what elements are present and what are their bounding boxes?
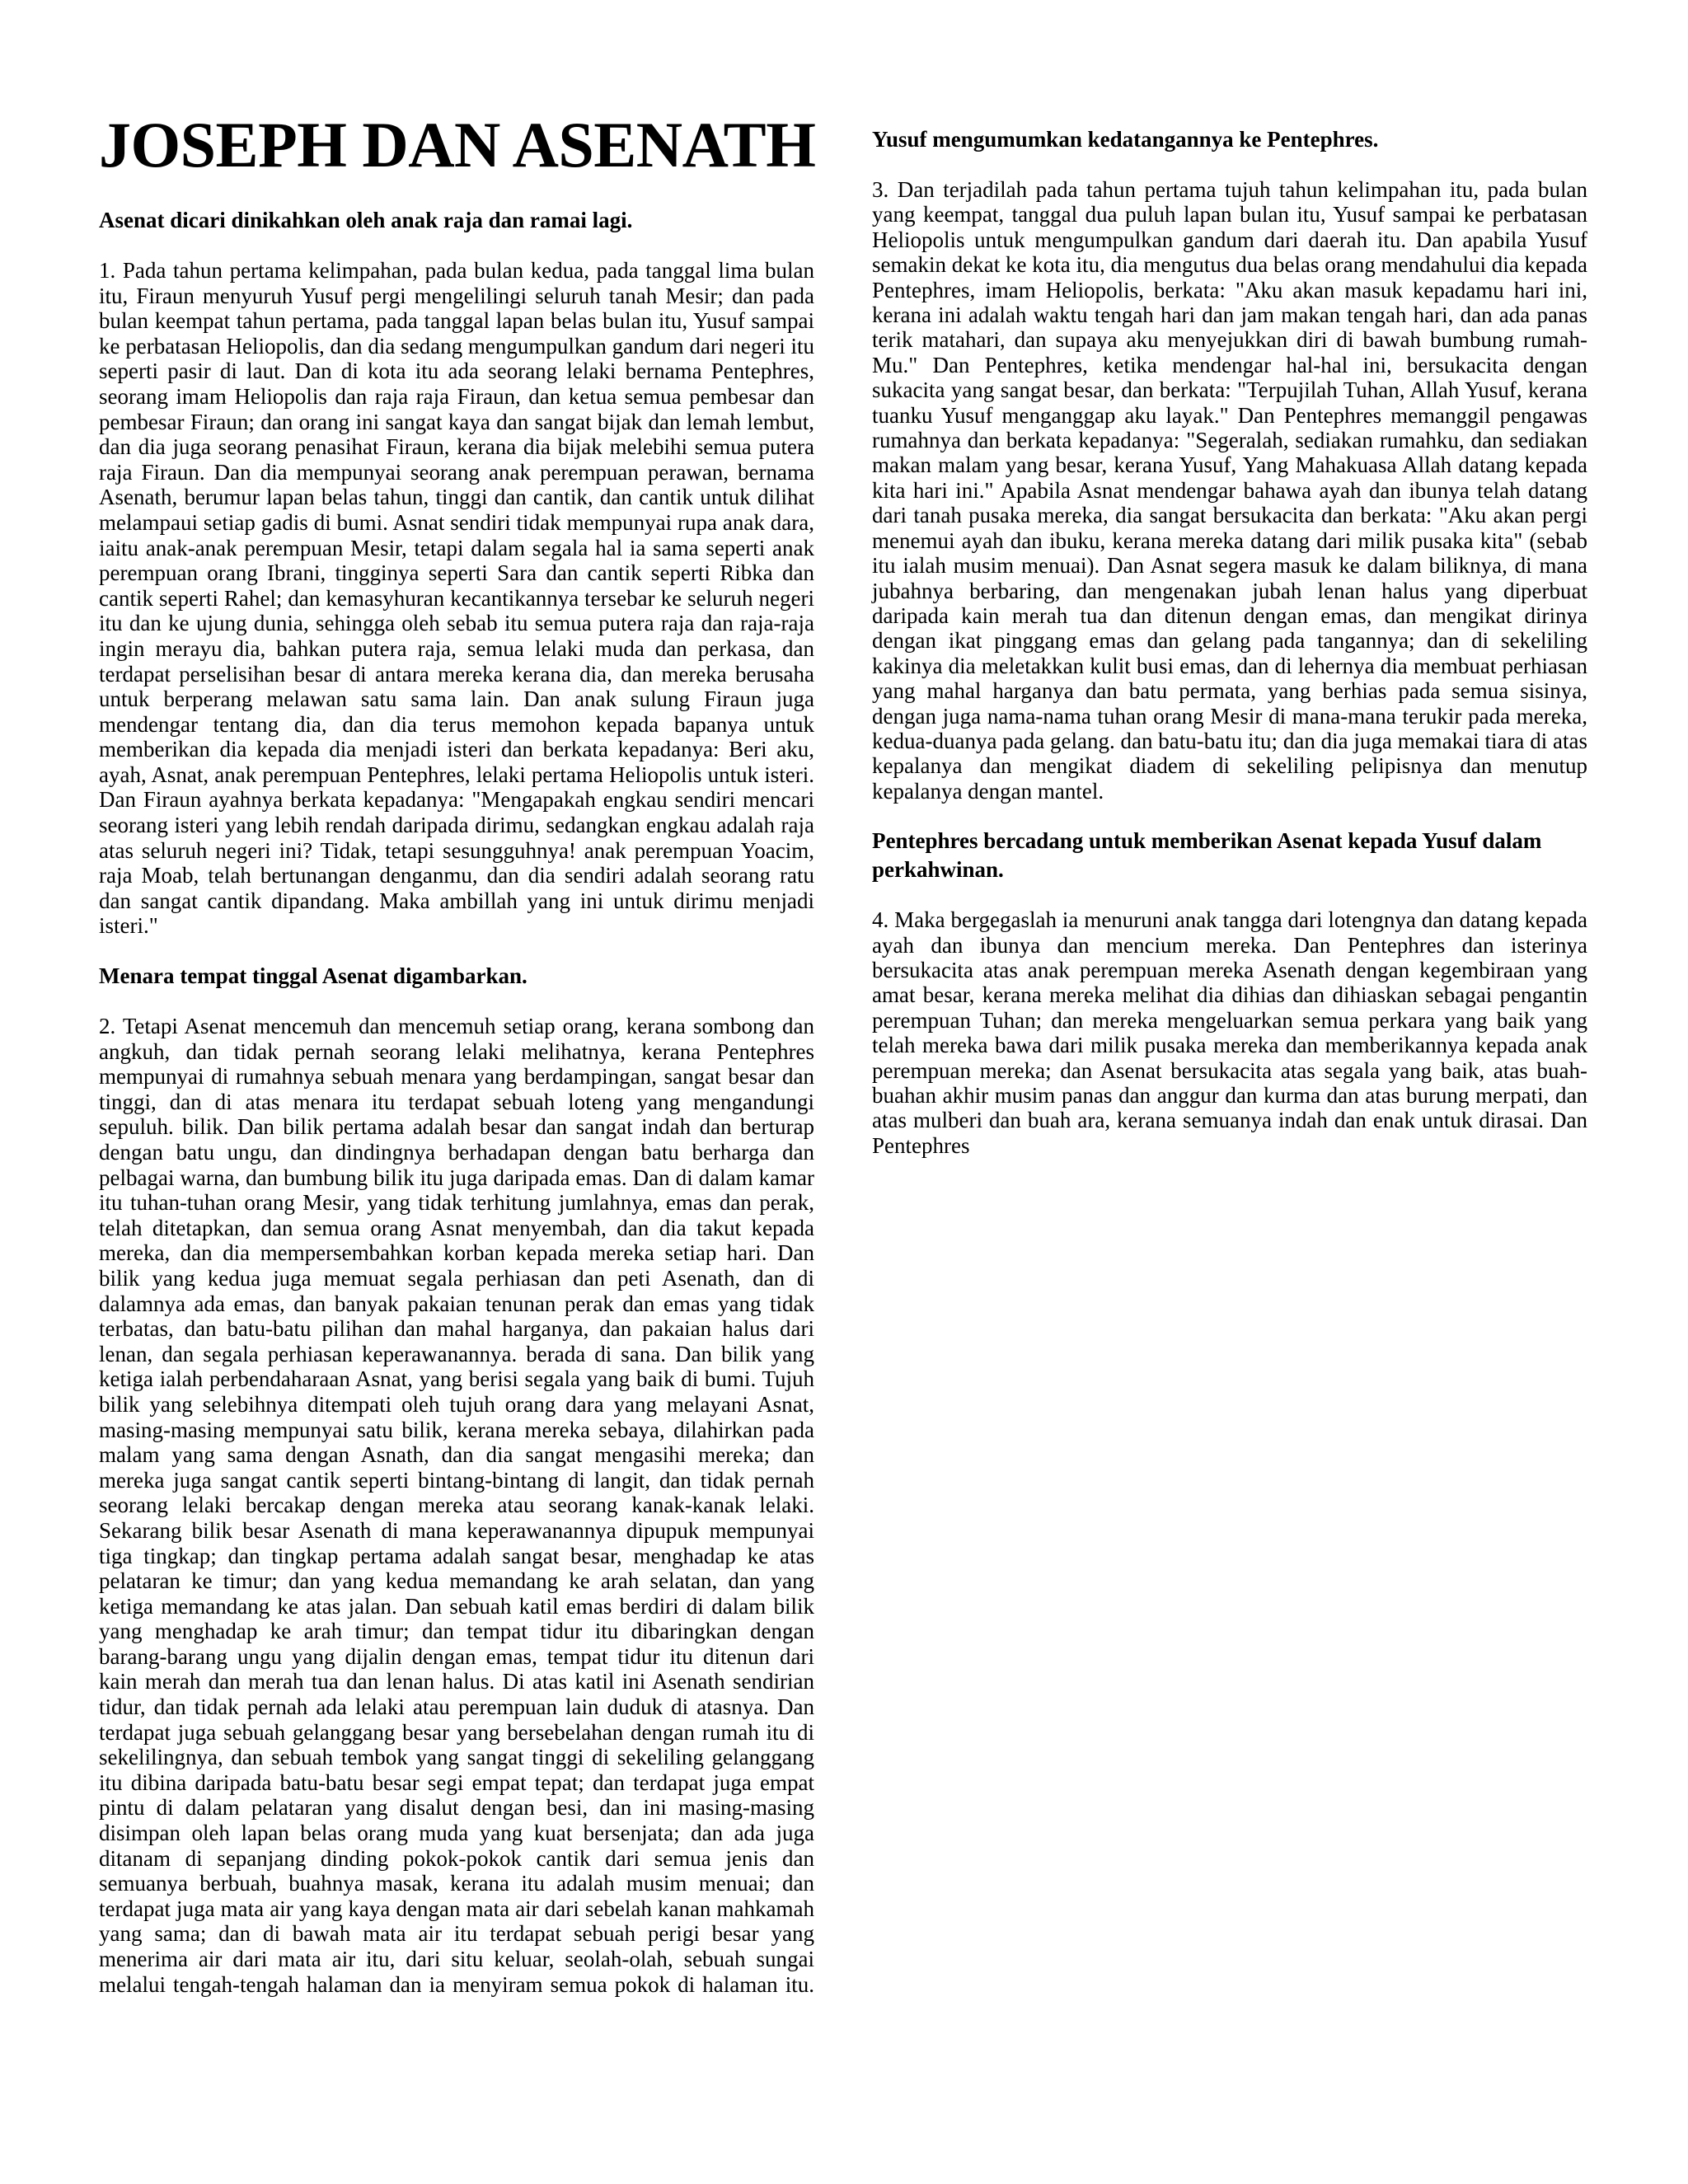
section-text-1: 1. Pada tahun pertama kelimpahan, pada bulan kedua, pada tanggal lima bulan itu, Firaun menyuruh Yusuf pergi mengelilingi seluruh tanah Mesir; dan pada bulan keempat tahun pertama, pada tanggal lapan belas bulan itu, Yusuf sampai ke perbatasan Heliopolis, dan dia sedang mengumpulkan gandum dari negeri itu seperti pasir di laut. Dan di kota itu ada seorang lelaki bernama Pentephres, seorang imam Heliopolis dan raja raja Firaun, dan ketua semua pembesar dan pembesar Firaun; dan orang ini sangat kaya dan sangat bijak dan lemah lembut, dan dia juga seorang penasihat Firaun, kerana dia bijak melebihi semua putera raja Firaun. Dan dia mempunyai seorang anak perempuan perawan, bernama Asenath, berumur lapan belas tahun, tinggi dan cantik, dan cantik untuk dilihat melampaui setiap gadis di bumi. Asnat sendiri tidak mempunyai rupa anak dara, iaitu anak-anak perempuan Mesir, tetapi dalam segala hal ia sama seperti anak perempuan orang Ibrani, tingginya seperti Sara dan cantik seperti Ribka dan cantik seperti Rahel; dan kemasyhuran kecantikannya tersebar ke seluruh negeri itu dan ke ujung dunia, sehingga oleh sebab itu semua putera raja dan raja-raja ingin merayu dia, bahkan putera raja, semua lelaki muda dan perkasa, dan terdapat perselisihan besar di antara mereka kerana dia, dan mereka berusaha untuk berperang melawan satu sama lain. Dan anak sulung Firaun juga mendengar tentang dia, dan dia terus memohon kepada bapanya untuk memberikan dia kepada dia menjadi isteri dan berkata kepadanya: Beri aku, ayah, Asnat, anak perempuan Pentephres, lelaki pertama Heliopolis untuk isteri. Dan Firaun ayahnya berkata kepadanya: "Mengapakah engkau sendiri mencari seorang isteri yang lebih rendah daripada dirimu, sedangkan engkau adalah raja atas seluruh negeri ini? Tidak, tetapi sesungguhnya! anak perempuan Yoacim, raja Moab, telah bertunangan denganmu, dan dia sendiri adalah seorang ratu dan sangat cantik dipandang. Maka ambillah yang ini untuk dirimu menjadi isteri." (99, 258, 814, 939)
document-title: JOSEPH DAN ASENATH (99, 109, 816, 180)
left-column (99, 105, 814, 2020)
section-heading-3: Yusuf mengumumkan kedatangannya ke Pentephres. (872, 127, 1379, 152)
section-heading-1: Asenat dicari dinikahkan oleh anak raja dan ramai lagi. (99, 208, 633, 232)
section-heading-2: Menara tempat tinggal Asenat digambarkan. (99, 963, 528, 989)
section-text-2: 2. Tetapi Asenat mencemuh dan mencemuh setiap orang, kerana sombong dan angkuh, dan tidak pernah seorang lelaki melihatnya, kerana Pentephres mempunyai di rumahnya sebuah menara yang berdampingan, sangat besar dan tinggi, dan di atas menara itu terdapat sebuah loteng yang mengandungi sepuluh. bilik. Dan bilik pertama adalah besar dan sangat indah dan berturap dengan batu ungu, dan dindingnya berhadapan dengan batu berharga dan pelbagai warna, dan bumbung bilik itu juga daripada emas. Dan di dalam kamar itu tuhan-tuhan orang Mesir, yang tidak terhitung jumlahnya, emas dan perak, telah ditetapkan, dan semua orang Asnat menyembah, dan dia takut kepada mereka, dan dia mempersembahkan korban kepada mereka setiap hari. Dan bilik yang kedua juga memuat segala perhiasan dan peti Asenath, dan di dalamnya ada emas, dan banyak pakaian tenunan perak dan emas yang tidak terbatas, dan batu-batu pilihan dan mahal harganya, dan pakaian halus dari lenan, dan segala perhiasan keperawanannya. berada di sana. Dan bilik yang ketiga ialah perbendaharaan Asnat, yang berisi segala yang baik di bumi. Tujuh bilik yang selebihnya ditempati oleh tujuh orang dara yang melayani Asnat, masing-masing mempunyai satu bilik, kerana mereka sebaya, dilahirkan pada malam yang sama dengan Asnath, dan dia sangat mengasihi mereka; dan mereka juga sangat cantik seperti bintang-bintang di langit, dan tidak pernah seorang lelaki bercakap dengan mereka atau seorang kanak-kanak lelaki. Sekarang bilik besar Asenath di mana keperawanannya dipupuk mempunyai tiga tingkap; dan tingkap pertama adalah sangat besar, menghadap ke atas pelataran ke timur; dan yang kedua memandang ke arah selatan, dan yang ketiga memandang ke atas jalan. Dan sebuah katil emas berdiri di dalam bilik yang menghadap ke arah timur; dan tempat tidur itu dibaringkan dengan barang-barang ungu yang dijalin dengan emas, tempat tidur itu ditenun dari kain merah dan merah tua dan lenan halus. Di atas katil ini Asenath sendirian tidur, dan tidak pernah ada lelaki atau perempuan lain duduk di atasnya. Dan terdapat juga sebuah gelanggang besar yang bersebelahan dengan rumah itu di sekelilingnya, dan sebuah tembok yang sangat tinggi di sekeliling gelanggang itu dibina daripada batu-batu besar segi empat tepat; dan terdapat juga empat pintu di dalam pelataran yang disalut dengan besi, dan ini masing-masing disimpan oleh lapan belas orang muda yang kuat bersenjata; dan ada juga ditanam di sepanjang dinding pokok-pokok cantik dari semua jenis dan semuanya berbuah, buahnya masak, kerana itu adalah musim menuai; dan terdapat juga mata air yang kaya dengan mata air dari sebelah kanan mahkamah yang sama; dan di bawah mata air itu terdapat sebuah perigi besar yang menerima air dari mata air itu, dari situ keluar, seolah-olah, sebuah sungai melalui tengah-tengah halaman dan ia menyiram semua pokok di halaman itu. (99, 1014, 814, 1997)
section-text-4: 4. Maka bergegaslah ia menuruni anak tangga dari lotengnya dan datang kepada ayah dan ibunya dan mencium mereka. Dan Pentephres dan isterinya bersukacita atas anak perempuan mereka Asenath dengan kegembiraan yang amat besar, kerana mereka melihat dia dihias dan dihiaskan sebagai pengantin perempuan Tuhan; dan mereka mengeluarkan semua perkara yang baik yang telah mereka bawa dari milik pusaka mereka dan memberikannya kepada anak perempuan mereka; dan Asenat bersukacita atas segala yang baik, atas buah-buahan akhir musim panas dan anggur dan kurma dan atas burung merpati, dan atas mulberi dan buah ara, kerana semuanya indah dan enak untuk dirasai. Dan Pentephres (872, 907, 1587, 1158)
section-text-3: 3. Dan terjadilah pada tahun pertama tujuh tahun kelimpahan itu, pada bulan yang keempat, tanggal dua puluh lapan bulan itu, Yusuf sampai ke perbatasan Heliopolis untuk mengumpulkan gandum dari daerah itu. Dan apabila Yusuf semakin dekat ke kota itu, dia mengutus dua belas orang mendahului dia kepada Pentephres, imam Heliopolis, berkata: "Aku akan masuk kepadamu hari ini, kerana ini adalah waktu tengah hari dan jam makan tengah hari, dan ada panas terik matahari, dan supaya aku menyejukkan diri di bawah bumbung rumah-Mu." Dan Pentephres, ketika mendengar hal-hal ini, bersukacita dengan sukacita yang sangat besar, dan berkata: "Terpujilah Tuhan, Allah Yusuf, kerana tuanku Yusuf menganggap aku layak." Dan Pentephres memanggil pengawas rumahnya dan berkata kepadanya: "Segeralah, sediakan rumahku, dan sediakan makan malam yang besar, kerana Yusuf, Yang Mahakuasa Allah datang kepada kita hari ini." Apabila Asnat mendengar bahawa ayah dan ibunya telah datang dari tanah pusaka mereka, dia sangat bersukacita dan berkata: "Aku akan pergi menemui ayah dan ibuku, kerana mereka datang dari milik pusaka kita" (sebab itu ialah musim menuai). Dan Asnat segera masuk ke dalam biliknya, di mana jubahnya berbaring, dan mengenakan jubah lenan halus yang diperbuat daripada kain merah tua dan ditenun dengan emas, dan mengikat dirinya dengan ikat pinggang emas dan gelang pada tangannya; dan di sekeliling kakinya dia meletakkan kulit busi emas, dan di lehernya dia membuat perhiasan yang mahal harganya dan batu permata, yang berhias pada semua sisinya, dengan juga nama-nama tuhan orang Mesir di mana-mana terukir pada mereka, kedua-duanya pada gelang. dan batu-batu itu; dan dia juga memakai tiara di atas kepalanya dan mengikat diadem di sekeliling pelipisnya dan menutup kepalanya dengan mantel. (872, 177, 1587, 804)
section-heading-4: Pentephres bercadang untuk memberikan Asenat kepada Yusuf dalam perkahwinan. (872, 828, 1542, 883)
right-column (872, 102, 1587, 1181)
